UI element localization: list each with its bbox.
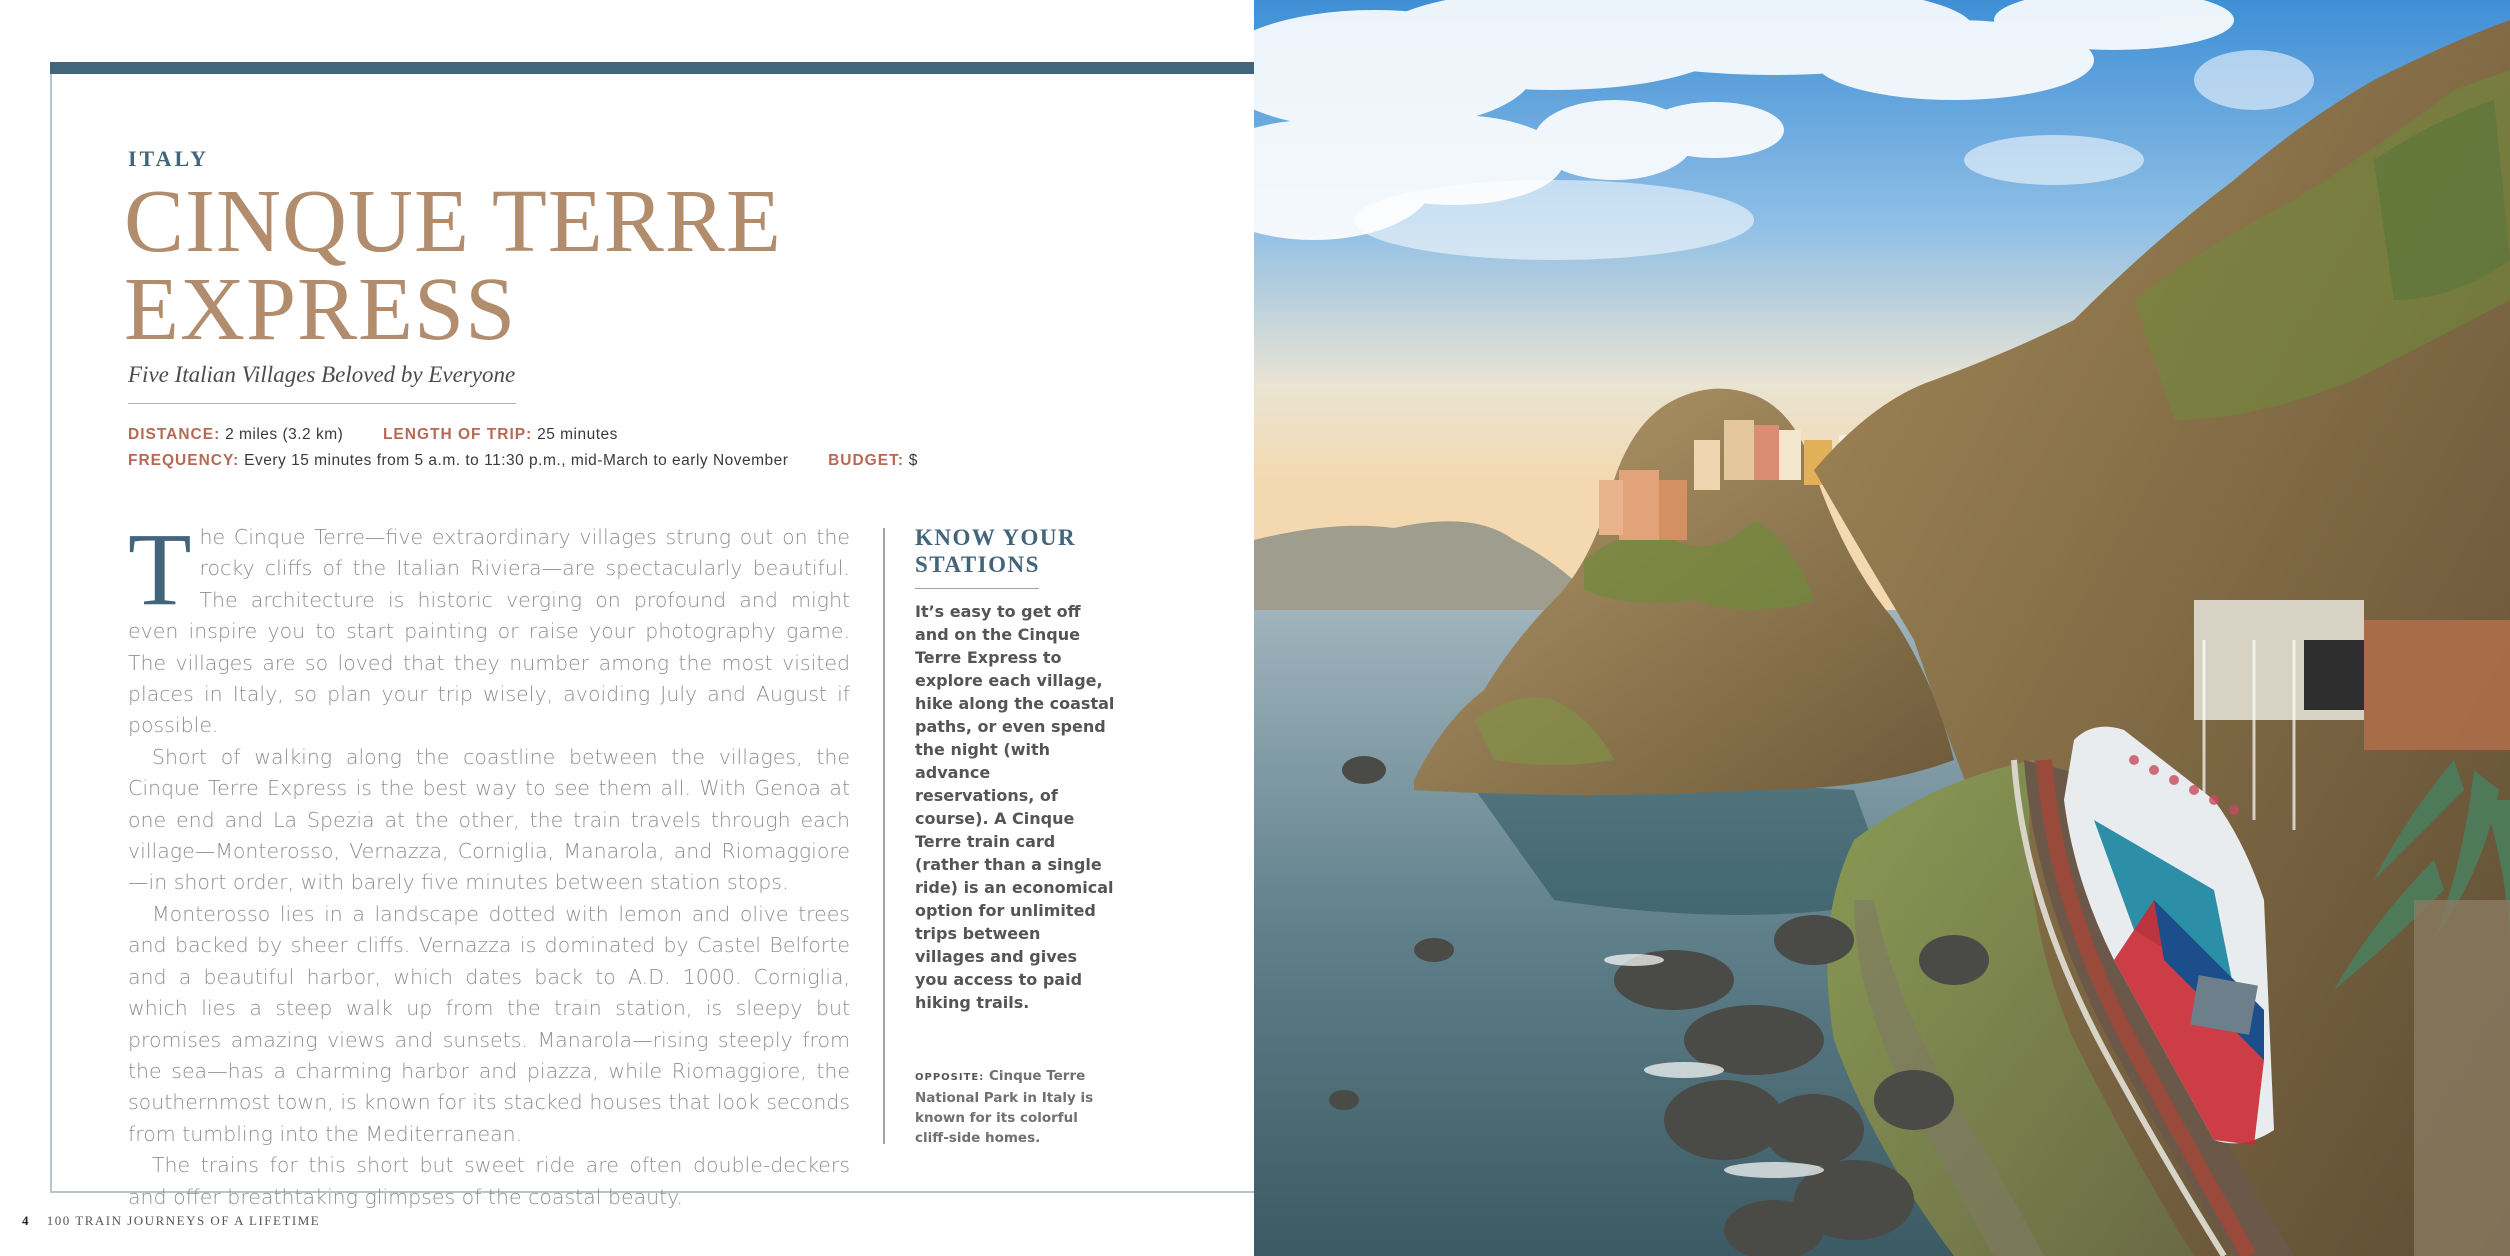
sidebar-divider bbox=[883, 528, 885, 1144]
subtitle: Five Italian Villages Beloved by Everyone bbox=[128, 362, 516, 387]
paragraph-4: The trains for this short but sweet ride are often double-deckers and offer breathtaking glimpses of the coastal beauty. bbox=[128, 1153, 850, 1209]
sidebar-text: It’s easy to get off and on the Cinque Terre Express to explore each village, hike along the coastal paths, or even spend the night (with advance reservations, of course). A Cinque Terre train card (rather than a single ride) is an economical option for unlimited trips between villages and gives you access to paid hiking trails. bbox=[915, 602, 1115, 1012]
paragraph-3: Monterosso lies in a landscape dotted with lemon and olive trees and backed by sheer cliffs. Vernazza is dominated by Castel Belforte and a beautiful harbor, which dates back to A.D. 1000. Corniglia, which lies a steep walk up from the train station, is sleepy but promises amazing views and sunsets. Manarola—rising steeply from the sea—has a charming harbor and piazza, while Riomaggiore, the southernmost town, is known for its stacked houses that look seconds from tumbling into the Mediterranean. bbox=[128, 901, 850, 1146]
frequency-value: Every 15 minutes from 5 a.m. to 11:30 p.m., mid-March to early November bbox=[244, 452, 789, 469]
paragraph-2: Short of walking along the coastline between the villages, the Cinque Terre Express is the best way to see them all. With Genoa at one end and La Spezia at the other, the train travels through each village—Monterosso, Vernazza, Corniglia, Manarola, and Riomaggiore—in short order, with barely five minutes between station stops. bbox=[128, 744, 850, 895]
paragraph-1-text: he Cinque Terre—five extraordinary villages strung out on the rocky cliffs of the Italian Riviera—are spectacularly beautiful. The architecture is historic verging on profound and might even inspire you to start painting or raise your photography game. The villages are so loved that they number among the most visited places in Italy, so plan your trip wisely, avoiding July and August if possible. bbox=[128, 525, 850, 738]
sidebar-title bbox=[915, 524, 1076, 578]
sidebar-title-line-1: KNOW YOUR bbox=[915, 525, 1077, 550]
book-title: 100 TRAIN JOURNEYS OF A LIFETIME bbox=[46, 1213, 321, 1228]
paragraph-1 bbox=[128, 512, 850, 742]
page-number: 4 bbox=[22, 1213, 30, 1228]
photo-illustration bbox=[1254, 0, 2510, 1256]
drop-cap: T bbox=[128, 512, 192, 627]
budget-label: BUDGET: bbox=[828, 452, 904, 469]
budget-value: $ bbox=[908, 452, 918, 469]
page-footer bbox=[22, 1213, 320, 1229]
distance-label: DISTANCE: bbox=[128, 426, 221, 443]
page-title bbox=[124, 172, 782, 359]
left-page bbox=[0, 0, 1254, 1256]
caption-label: OPPOSITE: bbox=[915, 1072, 985, 1083]
title-line-2: EXPRESS bbox=[124, 260, 517, 359]
cinque-terre-photo bbox=[1254, 0, 2510, 1256]
facts-line-1 bbox=[128, 426, 618, 444]
length-value: 25 minutes bbox=[537, 426, 618, 443]
left-frame-line bbox=[50, 74, 52, 1192]
distance-value: 2 miles (3.2 km) bbox=[225, 426, 344, 443]
photo-caption bbox=[915, 1066, 1115, 1148]
facts-line-2 bbox=[128, 452, 918, 470]
article-body bbox=[128, 512, 850, 1213]
subtitle-divider bbox=[128, 403, 516, 404]
length-label: LENGTH OF TRIP: bbox=[382, 426, 533, 443]
sidebar-title-line-2: STATIONS bbox=[915, 552, 1040, 577]
frequency-label: FREQUENCY: bbox=[128, 452, 240, 469]
caption-text: Cinque Terre National Park in Italy is known for its colorful cliff-side homes. bbox=[915, 1068, 1094, 1146]
top-rule bbox=[50, 62, 1254, 74]
sidebar-title-rule bbox=[915, 588, 1039, 589]
title-line-1: CINQUE TERRE bbox=[124, 172, 782, 271]
country-label: ITALY bbox=[128, 146, 210, 171]
